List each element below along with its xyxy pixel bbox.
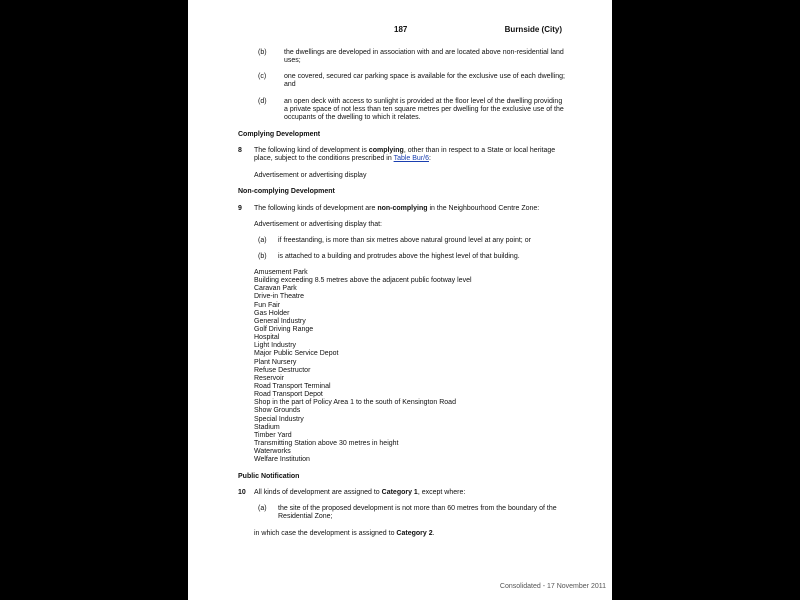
list-item: Timber Yard	[254, 431, 292, 439]
list-item: Show Grounds	[254, 407, 301, 415]
list-item: Fun Fair	[254, 301, 281, 309]
item-label: (d)	[258, 98, 267, 105]
item-label: (b)	[258, 49, 267, 56]
list-item: Stadium	[254, 423, 280, 431]
list-item: Hospital	[254, 334, 280, 342]
clause-text: , except where:	[417, 489, 466, 496]
clause-bold: Category 1	[381, 489, 418, 496]
non-complying-clause	[254, 205, 562, 213]
list-item: Welfare Institution	[254, 456, 310, 464]
item-text: the dwellings are developed in association with and are located above non-residential land uses;	[284, 49, 564, 65]
clause-number: 8	[238, 147, 242, 154]
complying-item: Advertisement or advertising display	[254, 172, 367, 179]
item-label: (c)	[258, 73, 267, 80]
clause-bold: complying	[368, 147, 404, 154]
item-text: the site of the proposed development is not more than 60 metres from the boundary of the Residential Zone;	[278, 505, 557, 521]
item-text: an open deck with access to sunlight is provided at the floor level of the dwelling providing a private space of not less than ten square metres per dwelling for the exclusive use of the occupants of the dwelling to which it relates.	[284, 98, 564, 122]
complying-clause	[254, 147, 562, 163]
non-complying-lead: Advertisement or advertising display that:	[254, 221, 383, 228]
list-item: General Industry	[254, 317, 306, 325]
footer-date: Consolidated - 17 November 2011	[499, 583, 606, 590]
public-notification-heading: Public Notification	[238, 473, 300, 480]
item-text: one covered, secured car parking space is available for the exclusive use of each dwelling; and	[284, 73, 565, 89]
list-item: Road Transport Depot	[254, 391, 323, 399]
clause-text: .	[432, 530, 435, 537]
clause-text: All kinds of development are assigned to	[254, 489, 382, 496]
clause-text: The following kind of development is	[254, 147, 369, 154]
document-title: Burnside (City)	[504, 25, 562, 34]
clause-bold: Category 2	[396, 530, 433, 537]
document-page	[188, 0, 612, 600]
non-complying-list	[254, 269, 472, 464]
notification-clause	[254, 489, 562, 497]
list-item: Road Transport Terminal	[254, 382, 331, 390]
list-item: Refuse Destructor	[254, 366, 311, 374]
item-label: (a)	[258, 237, 267, 244]
list-item: Plant Nursery	[254, 358, 297, 366]
clause-text: :	[429, 155, 431, 163]
list-item: Major Public Service Depot	[254, 350, 339, 358]
clause-text: , other than in respect to a State or local heritage place, subject to the conditions prescribed in	[254, 147, 556, 163]
list-item: Gas Holder	[254, 309, 290, 317]
clause-text: in which case the development is assigned to	[254, 530, 397, 537]
table-link[interactable]: Table Bur/6	[393, 155, 429, 163]
list-item: Waterworks	[254, 448, 291, 456]
complying-heading: Complying Development	[238, 131, 321, 138]
non-complying-heading: Non-complying Development	[238, 188, 335, 195]
page-number: 187	[394, 25, 408, 34]
list-item: Golf Driving Range	[254, 325, 314, 333]
clause-number: 10	[238, 489, 246, 496]
clause-text: in the Neighbourhood Centre Zone:	[427, 205, 540, 212]
list-item: Special Industry	[254, 415, 304, 423]
list-item: Amusement Park	[254, 269, 308, 276]
list-item: Building exceeding 8.5 metres above the adjacent public footway level	[254, 277, 472, 285]
item-label: (b)	[258, 253, 267, 260]
list-item: Caravan Park	[254, 285, 297, 293]
item-text: is attached to a building and protrudes above the highest level of that building.	[278, 253, 520, 260]
list-item: Reservoir	[254, 374, 284, 382]
item-text: if freestanding, is more than six metres above natural ground level at any point; or	[278, 237, 531, 244]
list-item: Transmitting Station above 30 metres in height	[254, 439, 399, 447]
item-label: (a)	[258, 505, 267, 512]
list-item: Shop in the part of Policy Area 1 to the south of Kensington Road	[254, 399, 456, 407]
list-item: Light Industry	[254, 342, 297, 350]
clause-text: The following kinds of development are	[254, 205, 378, 212]
clause-number: 9	[238, 205, 242, 212]
clause-bold: non-complying	[377, 205, 428, 212]
notification-closing	[254, 530, 562, 538]
list-item: Drive-in Theatre	[254, 293, 305, 301]
